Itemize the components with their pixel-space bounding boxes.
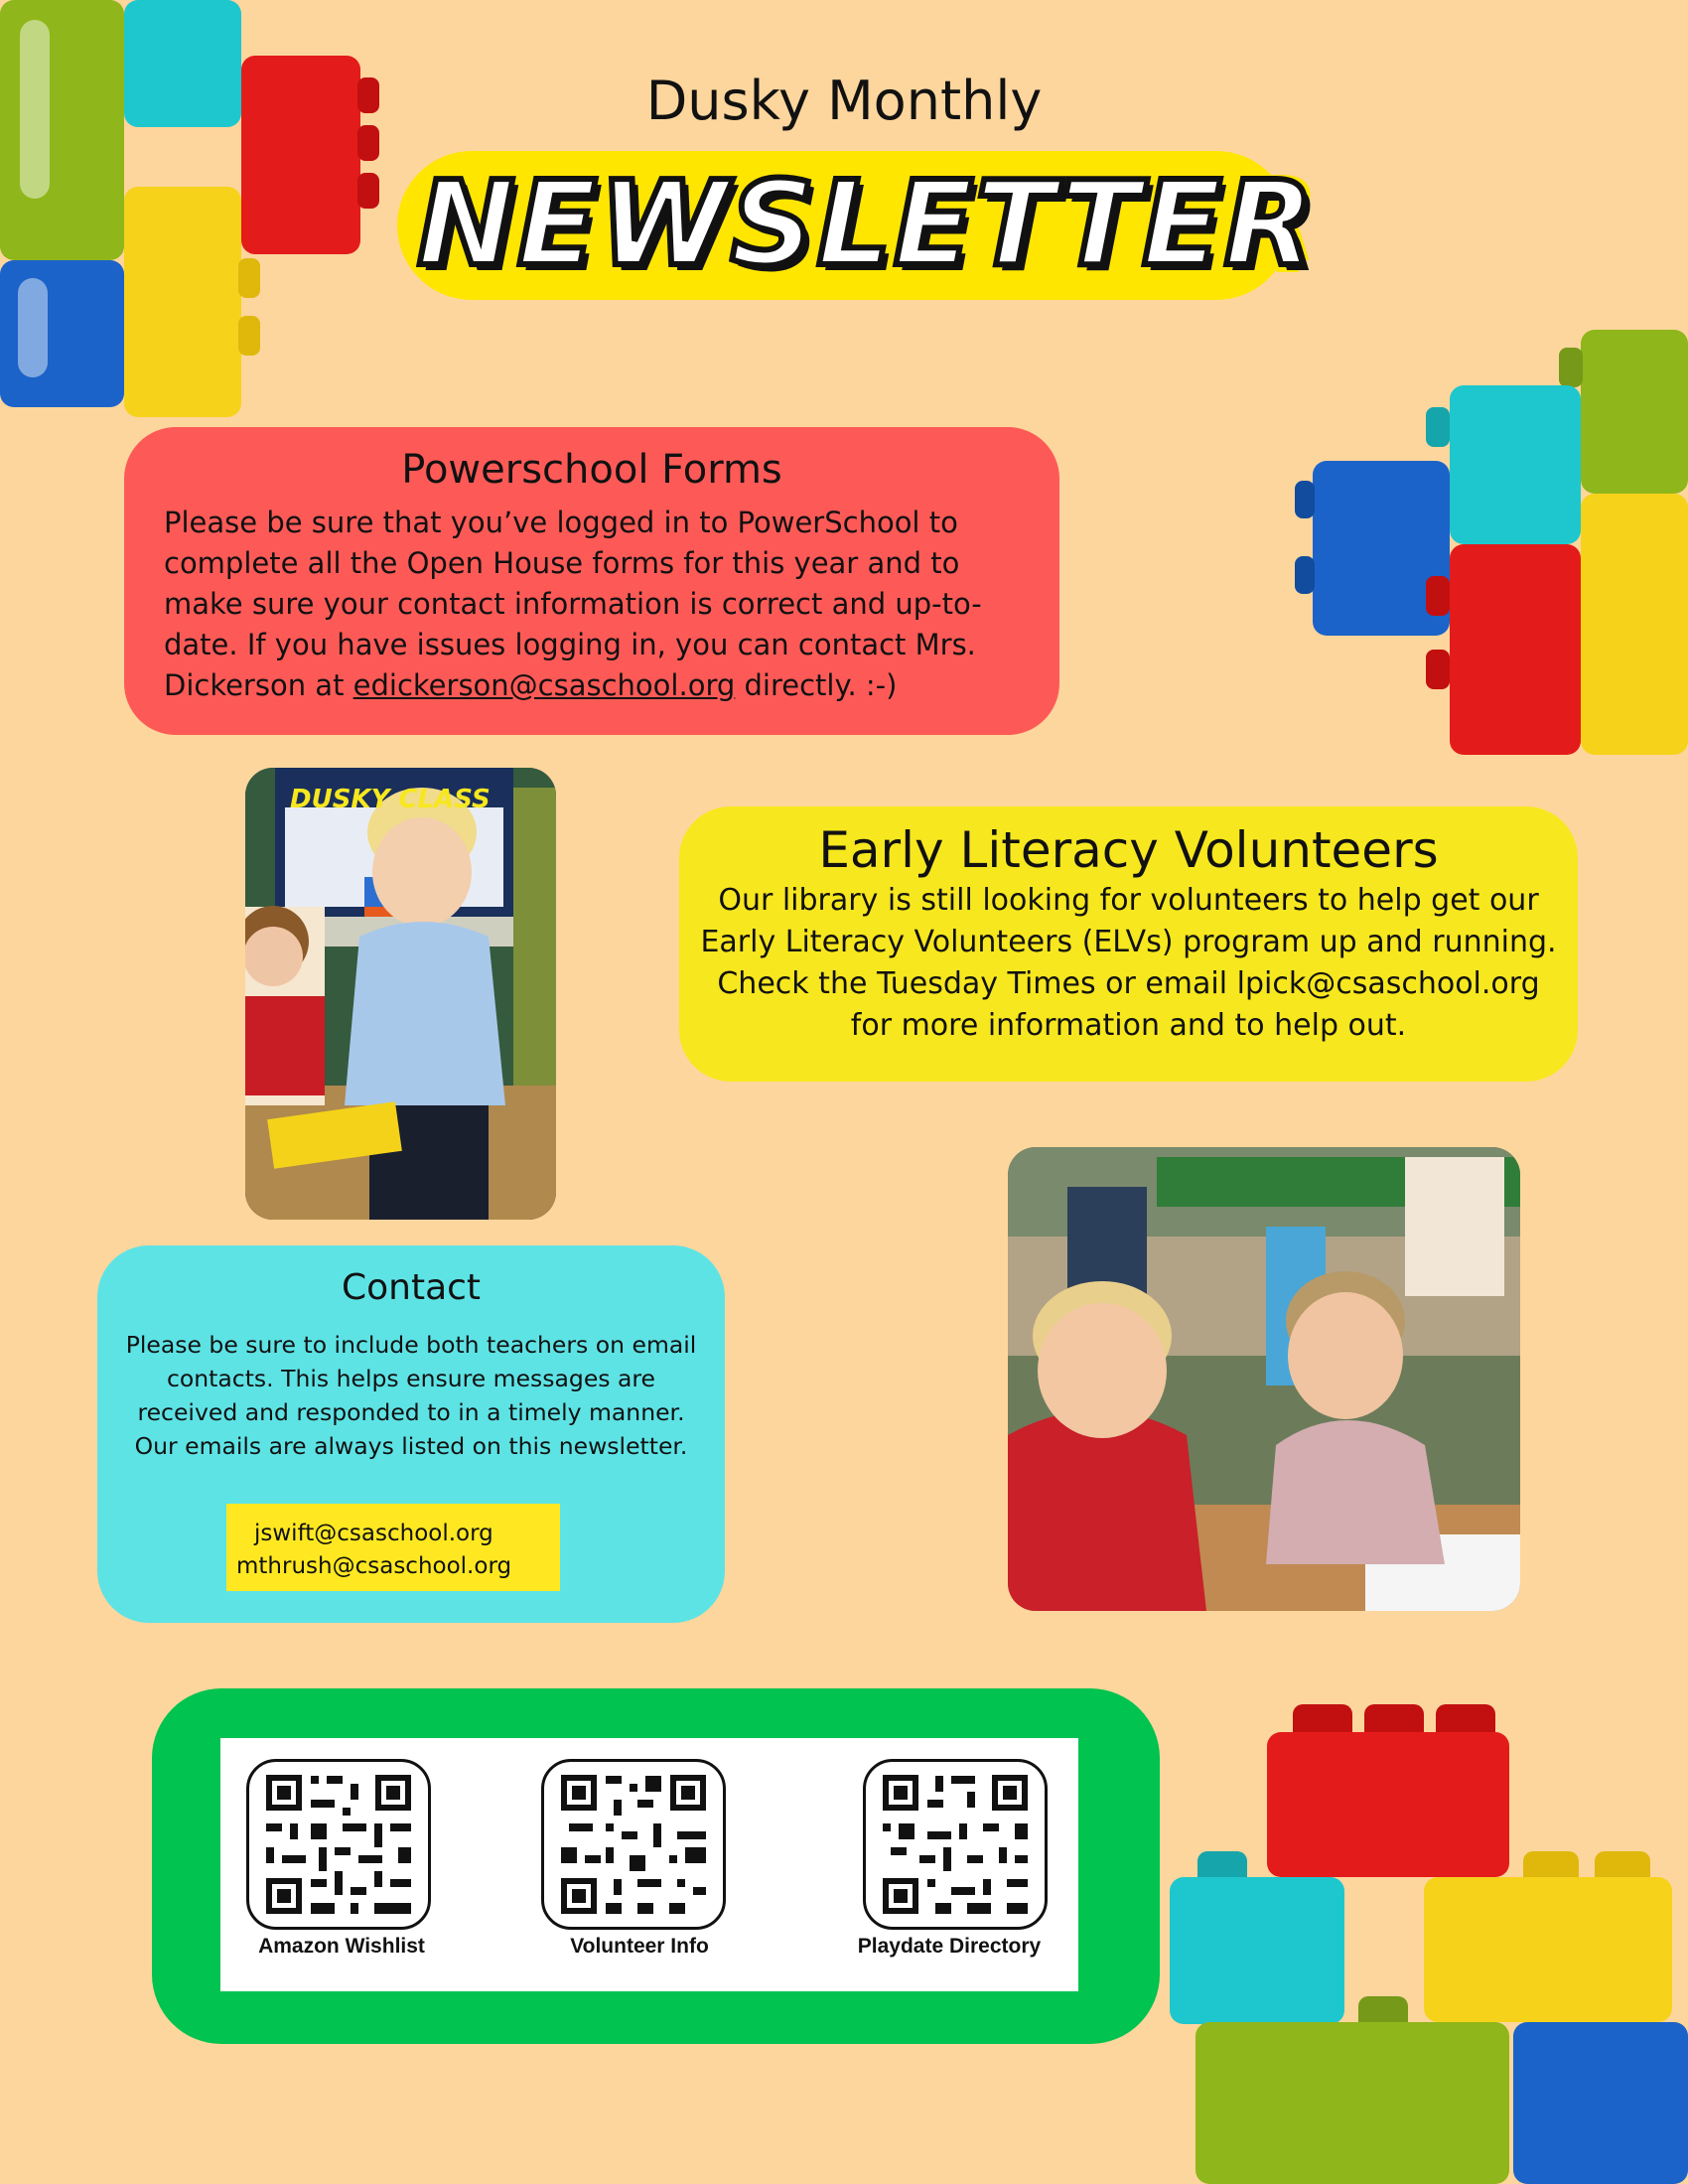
powerschool-heading: Powerschool Forms bbox=[401, 447, 782, 493]
qr-pattern-icon bbox=[249, 1762, 428, 1927]
contact-card bbox=[97, 1245, 725, 1623]
classroom-photo-two-boys bbox=[1008, 1147, 1520, 1611]
contact-body: Please be sure to include both teachers on email contacts. This helps ensure messages are received and responded to in a timely manner. Our emails are always listed on this newsletter. bbox=[125, 1331, 697, 1460]
photo1-illustration bbox=[245, 768, 556, 1220]
email-mthrush[interactable]: mthrush@csaschool.org bbox=[236, 1553, 512, 1579]
photo2-illustration bbox=[1008, 1147, 1520, 1611]
qr-pattern-icon bbox=[544, 1762, 723, 1927]
powerschool-body-text: Please be sure that you’ve logged in to PowerSchool to complete all the Open House forms for this year and to make sure your contact information is correct and up-to-date. If you have issues logging in, you can contact Mrs. Dickerson at bbox=[164, 506, 982, 702]
teacher-emails-box bbox=[226, 1504, 560, 1591]
early-literacy-heading: Early Literacy Volunteers bbox=[818, 821, 1439, 879]
newsletter-subtitle: Dusky Monthly bbox=[645, 70, 1043, 132]
newsletter-title: NEWSLETTER bbox=[417, 155, 1317, 292]
qr-label-volunteer-info: Volunteer Info bbox=[570, 1935, 709, 1958]
qr-pattern-icon bbox=[866, 1762, 1045, 1927]
early-literacy-body: Our library is still looking for volunteers to help get our Early Literacy Volunteers (ELVs) program up and running. Check the Tuesday Times or email lpick@csaschool.org for more information and to help out. bbox=[700, 883, 1557, 1043]
email-jswift[interactable]: jswift@csaschool.org bbox=[254, 1521, 493, 1546]
powerschool-body bbox=[164, 503, 1020, 706]
qr-code-icon[interactable] bbox=[863, 1759, 1048, 1930]
photo1-sign-text: DUSKY CLASS bbox=[290, 785, 491, 814]
dickerson-email-link[interactable]: edickerson@csaschool.org bbox=[352, 668, 736, 702]
qr-code-icon[interactable] bbox=[246, 1759, 431, 1930]
contact-heading: Contact bbox=[341, 1267, 482, 1308]
powerschool-body-suffix: directly. :-) bbox=[735, 668, 898, 702]
qr-code-icon[interactable] bbox=[541, 1759, 726, 1930]
classroom-photo-boy-standing bbox=[245, 768, 556, 1220]
powerschool-card bbox=[124, 427, 1059, 735]
qr-label-playdate-directory: Playdate Directory bbox=[857, 1935, 1042, 1958]
early-literacy-card bbox=[679, 806, 1578, 1082]
qr-label-amazon-wishlist: Amazon Wishlist bbox=[258, 1935, 425, 1958]
